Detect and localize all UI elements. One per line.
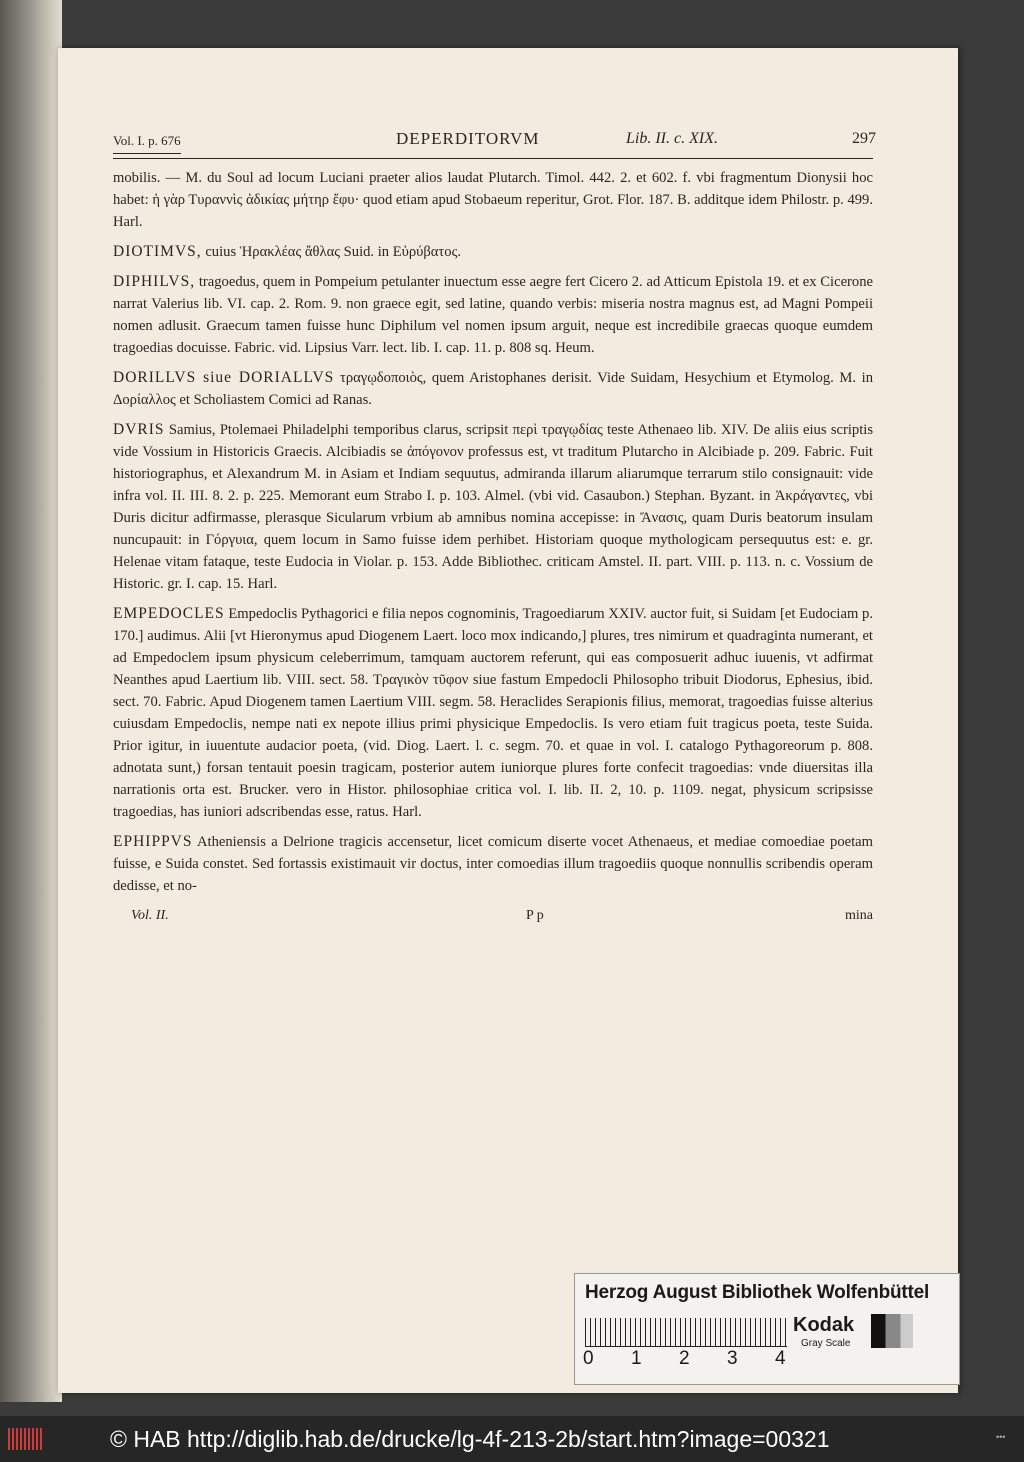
signature-mark: P p <box>526 908 544 923</box>
entry-lead: DORILLVS siue DORIALLVS <box>113 369 335 386</box>
entry-lead: DVRIS <box>113 421 165 438</box>
volume-reference: Vol. I. p. 676 <box>113 130 181 154</box>
entry-lead: EMPEDOCLES <box>113 605 225 622</box>
entry-lead: DIOTIMVS, <box>113 243 202 260</box>
gray-scale-label: Gray Scale <box>801 1338 851 1349</box>
entry-ephippus <box>113 831 873 897</box>
entry-dorillus <box>113 367 873 411</box>
barcode-icon <box>8 1428 42 1450</box>
paragraph-text: mobilis. — M. du Soul ad locum Luciani praeter alios laudat Plutarch. Timol. 442. 2. et 602. f. vbi fragmentum Dionysii hoc habet: ἡ γὰρ Τυραννὶς ἀδικίας μήτηρ ἔφυ· quod etiam apud Stobaeum reperitur, Grot. Flor. 187. B. additque idem Philostr. p. 499. Harl. <box>113 170 873 230</box>
scale-ruler <box>585 1318 787 1347</box>
book-chapter: Lib. II. c. XIX. <box>626 130 718 147</box>
entry-lead: DIPHILVS, <box>113 273 196 290</box>
ruler-number: 3 <box>727 1348 738 1369</box>
ruler-number: 0 <box>583 1348 594 1369</box>
ruler-number: 2 <box>679 1348 690 1369</box>
page-number: 297 <box>852 130 876 147</box>
catchword: mina <box>845 908 873 923</box>
running-header <box>113 129 876 156</box>
ruler-numbers <box>581 1348 791 1370</box>
paragraph-text: Empedoclis Pythagorici e filia nepos cognominis, Tragoediarum XXIV. auctor fuit, si Suidam [et Eudociam p. 170.] audimus. Alii [vt Hieronymus apud Diogenem Laert. loco mox indicando,] plures, tres nimirum et quadraginta numerant, et ad Empedoclem ipsum physicum celeberrimum, tamquam auctorem referunt, qui eas composuerit adhuc iuuenis, vt adfirmat Neanthes apud Laertium lib. VIII. sect. 58. Τραγικὸν τῦφον siue fastum Empedocli Philosopho tribuit Diodorus, Ephesius, ibid. sect. 70. Fabric. Apud Diogenem tamen Laertium VIII. segm. 58. Heraclides Serapionis filius, memorat, tragoedias fuisse alterius cuiusdam Empedoclis, nempe nati ex nepote illius primi physicique Empedoclis. Is vero etiam fuit tragicus poeta, teste Suida. Prior igitur, in iuuentute audacior poeta, (vid. Diog. Laert. l. c. segm. 70. et quae in vol. I. catalogo Pythagoreorum p. 808. adnotata sunt,) forsan tentauit poesin tragicam, posterior autem iuniorque plures forte confecit tragoedias: vnde diuersitas illa narrationis orta est. Brucker. vero in Histor. philosophiae critica vol. I. lib. II. 2, 10. p. 1109. negat, physicum scripsisse tragoedias, has iuniori adscribendas esse, ratus. Harl. <box>113 606 874 820</box>
menu-dots-icon[interactable]: ••• <box>996 1432 1006 1442</box>
running-title: DEPERDITORVM <box>396 129 540 148</box>
entry-diphilus <box>113 271 873 359</box>
ruler-number: 4 <box>775 1348 786 1369</box>
header-rule <box>113 158 873 159</box>
paragraph-continuation <box>113 167 873 233</box>
book-spine <box>0 0 62 1402</box>
copyright-link[interactable]: © HAB http://diglib.hab.de/drucke/lg-4f-213-2b/start.htm?image=00321 <box>110 1426 830 1452</box>
entry-lead: EPHIPPVS <box>113 833 193 850</box>
footer-volume: Vol. II. <box>131 908 169 923</box>
entry-empedocles <box>113 603 873 823</box>
paragraph-text: tragoedus, quem in Pompeium petulanter inuectum esse aegre fert Cicero 2. ad Atticum Epistola 19. et ex Cicerone narrat Valerius lib. VI. cap. 2. Rom. 9. non graece egit, sed latine, quando verbis: miseria nostra magnus est, ad Magni Pompeii nomen adlusit. Graecum tamen fuisse hunc Diphilum vel nomen ipsum arguit, neque est incredibile graecas quoque eumdem tragoedias docuisse. Fabric. vid. Lipsius Varr. lect. lib. I. cap. 11. p. 808 sq. Heum. <box>113 274 873 356</box>
entry-diotimus <box>113 241 873 263</box>
page-content <box>113 129 876 927</box>
viewer-footer <box>0 1416 1024 1462</box>
paragraph-text: cuius Ἡρακλέας ἄθλας Suid. in Εὐρύβατος. <box>205 244 462 260</box>
entry-duris <box>113 419 873 595</box>
paragraph-text: Atheniensis a Delrione tragicis accensetur, licet comicum diserte vocet Athenaeus, et mediae comoediae poetam fuisse, e Suida constet. Sed fortassis existimauit vir doctus, inter comoedias illum tragoediis quoque nonnullis scribendis operam dedisse, et no- <box>113 834 874 894</box>
ruler-number: 1 <box>631 1348 642 1369</box>
kodak-brand: Kodak <box>793 1314 855 1336</box>
paragraph-text: Samius, Ptolemaei Philadelphi temporibus clarus, scripsit περὶ τραγῳδίας teste Athenaeo lib. XIV. De aliis eius scriptis vide Vossium in Historicis Graecis. Alcibiadis se ἀπόγονον professus est, vt traditum Plutarcho in Alcibiade p. 209. Fabric. Fuit historiographus, et Alexandrum M. in Asiam et Indiam sequutus, admiranda illarum aliarumque terrarum stilo consignauit: vide infra vol. II. III. 8. 2. p. 225. Memorant eum Strabo I. p. 103. Almel. (vbi vid. Casaubon.) Stephan. Byzant. in Ἀκράγαντες, vbi Duris dicitur adfirmasse, plerasque Sicularum vrbium ab amnibus nomina accepisse: in Ἄνασις, quam Duris beatorum insulam nuncupauit: in Γόργυια, quem locum in Samo fuisse idem perhibet. Historiam quoque mythologicam persequutus est: e. gr. Helenae vitam fataque, teste Eudocia in Violar. p. 153. Adde Bibliothec. criticam Amstel. II. part. VIII. p. 113. n. c. Vossium de Historic. gr. I. cap. 15. Harl. <box>113 422 873 592</box>
institution-name: Herzog August Bibliothek Wolfenbüttel <box>585 1282 930 1303</box>
book-page <box>58 48 958 1393</box>
kodak-scale-card <box>574 1273 960 1385</box>
page-footer <box>113 905 873 927</box>
paragraph-text: τραγῳδοποιὸς, quem Aristophanes derisit. Vide Suidam, Hesychium et Etymolog. M. in Δορίαλλος et Scholiastem Comici ad Ranas. <box>113 370 874 408</box>
gray-swatch <box>871 1314 913 1348</box>
